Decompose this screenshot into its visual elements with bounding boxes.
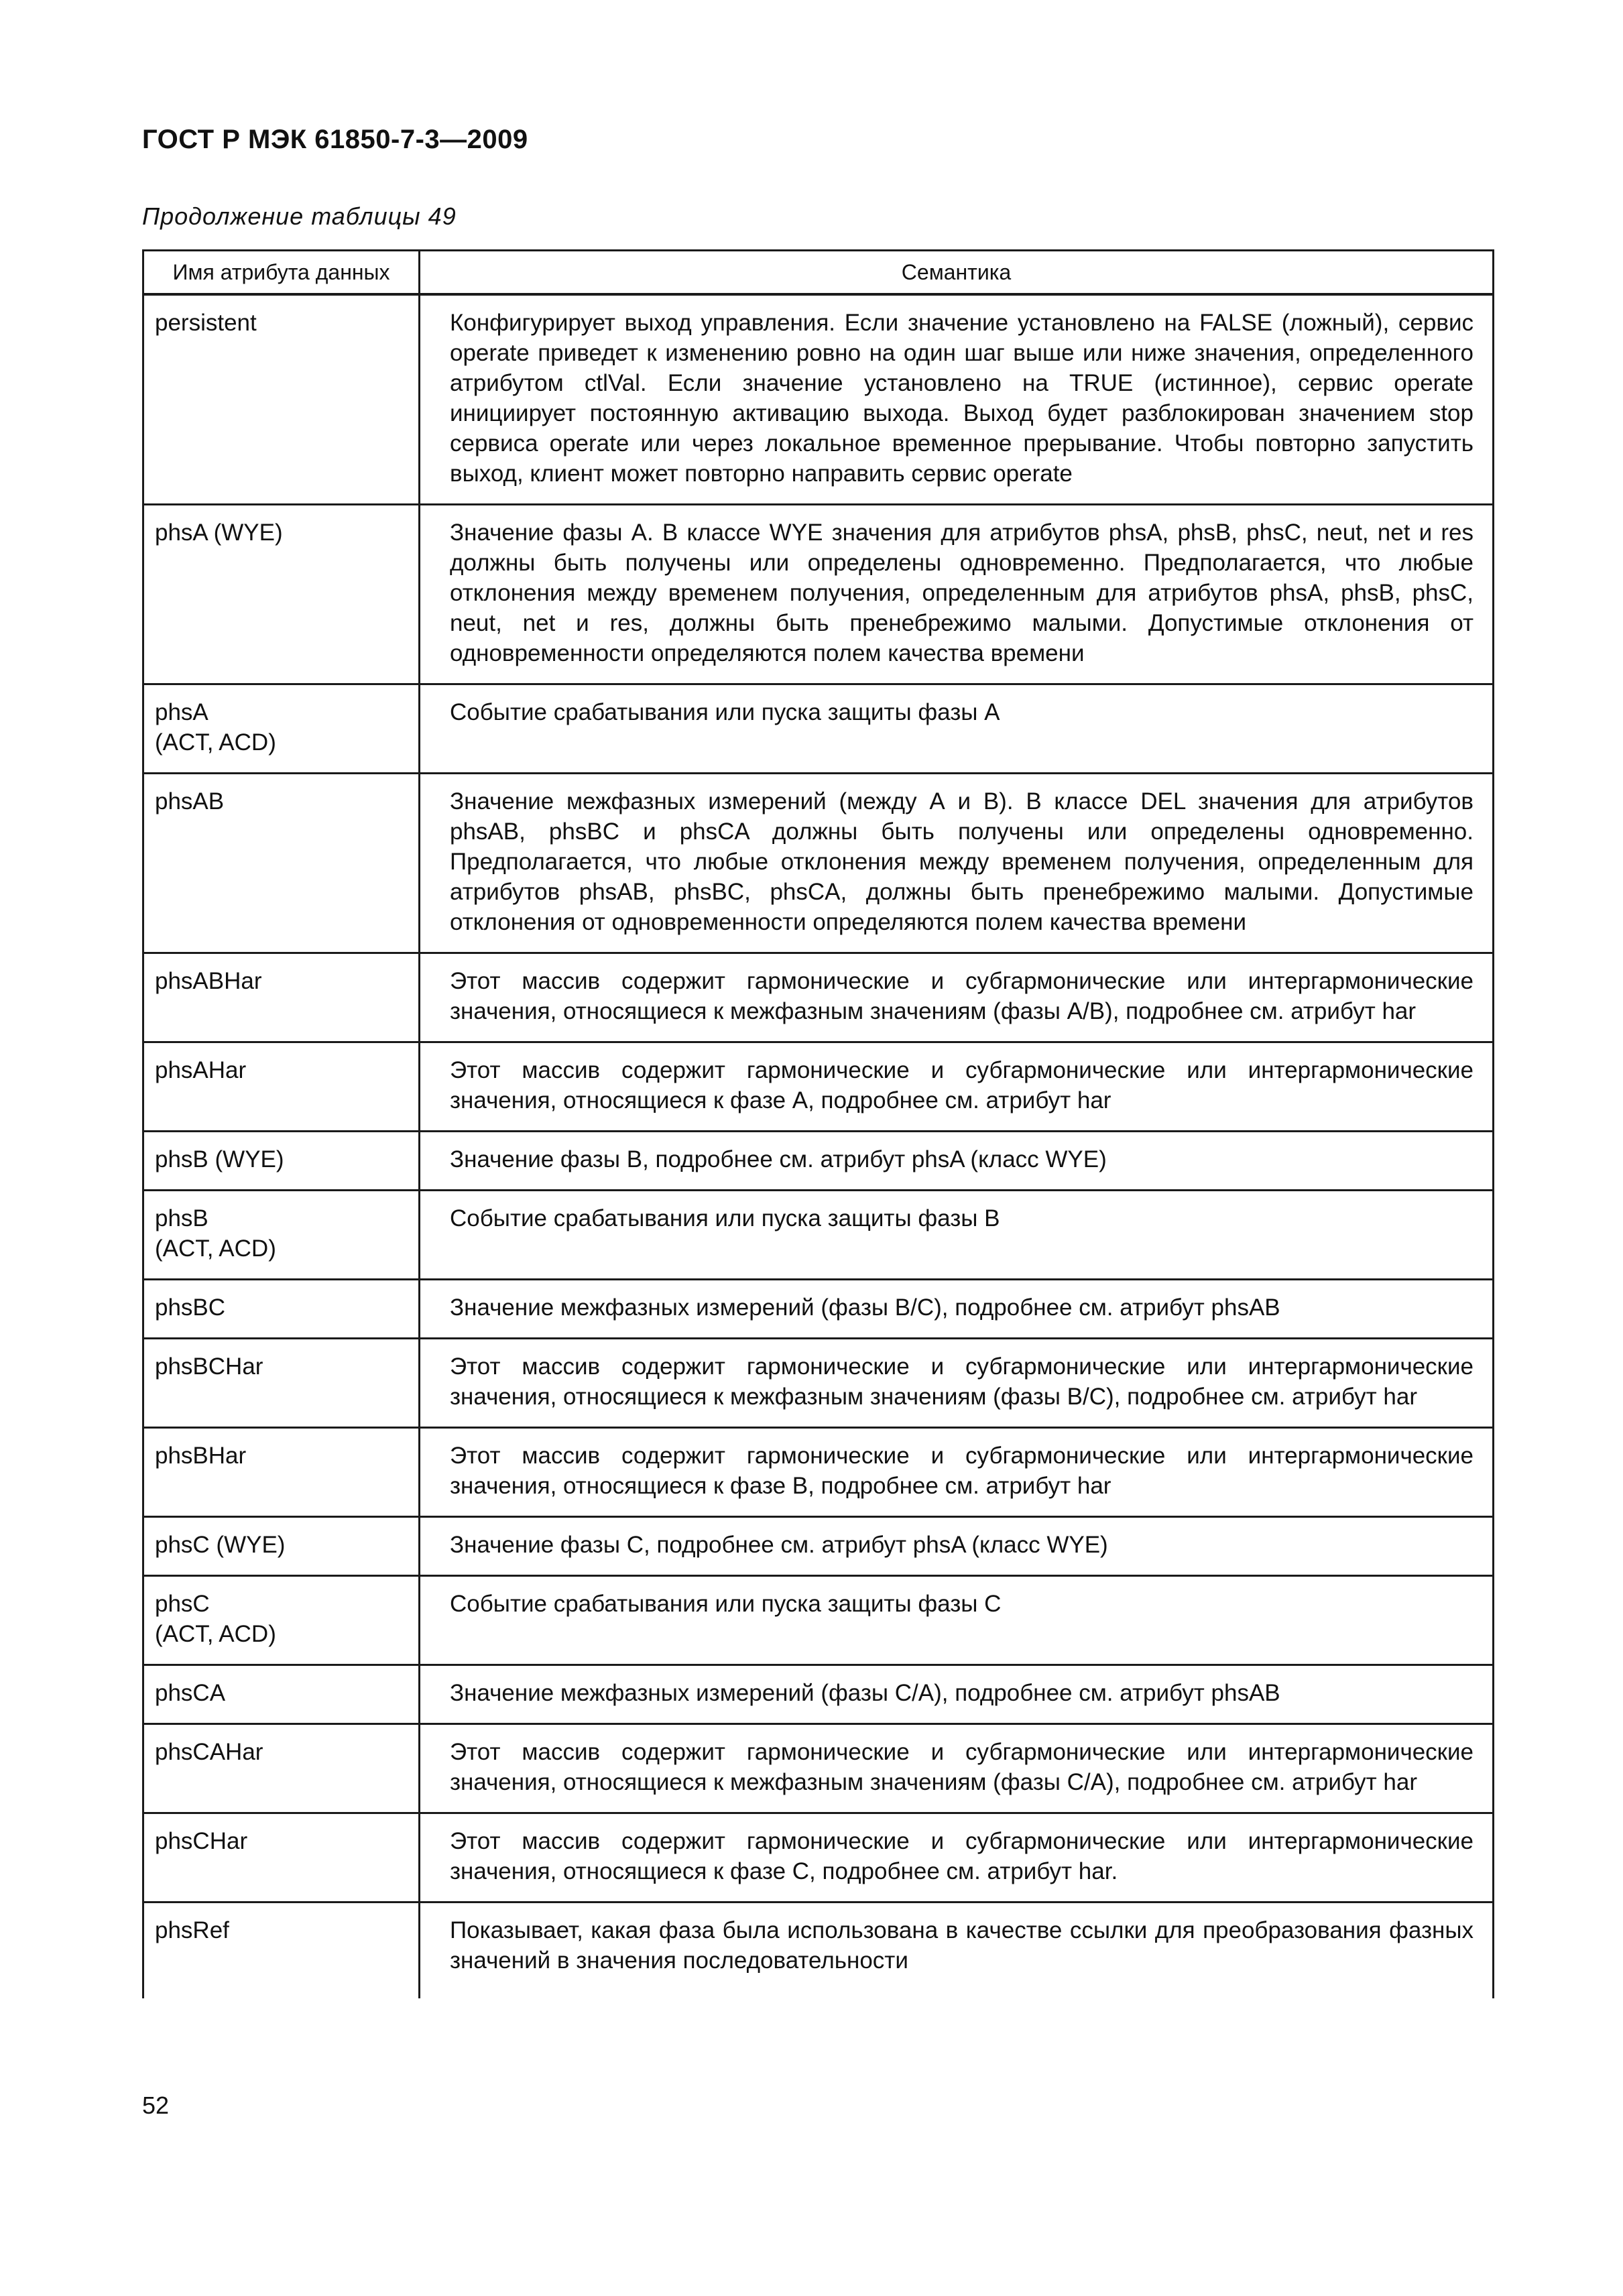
table-row: [143, 505, 1494, 684]
semantics-cell: Значение фазы А. В классе WYE значения для атрибутов phsA, phsB, phsC, neut, net и res должны быть получены или определены одновременно. Предполагается, что любые отклонения между временем получения, определенным для атрибутов phsA, phsB, phsC, neut, net и res, должны быть пренебрежимо малыми. Допустимые отклонения от одновременности определяются полем качества времени: [420, 505, 1494, 684]
column-header-semantics: Семантика: [420, 251, 1494, 295]
semantics-cell: Значение межфазных измерений (фазы С/А), подробнее см. атрибут phsAB: [420, 1665, 1494, 1724]
table-row: [143, 1724, 1494, 1813]
attribute-name-cell: persistent: [143, 294, 420, 505]
semantics-cell: Значение межфазных измерений (между А и В). В классе DEL значения для атрибутов phsAB, phsBC и phsCA должны быть получены или определены одновременно. Предполагается, что любые отклонения между временем получения, определенным для атрибутов phsAB, phsBC, phsCA, должны быть пренебрежимо малыми. Допустимые отклонения от одновременности определяются полем качества времени: [420, 774, 1494, 953]
attribute-name-cell: phsABHar: [143, 953, 420, 1042]
table-header-row: [143, 251, 1494, 295]
table-row: [143, 774, 1494, 953]
table-row: [143, 1428, 1494, 1517]
attribute-table-container: [142, 249, 1492, 1998]
table-row: [143, 684, 1494, 774]
table-row: [143, 294, 1494, 505]
semantics-cell: Событие срабатывания или пуска защиты фазы В: [420, 1191, 1494, 1280]
semantics-cell: Показывает, какая фаза была использована в качестве ссылки для преобразования фазных значений в значения последовательности: [420, 1902, 1494, 1999]
attribute-name-cell: phsB (ACT, ACD): [143, 1191, 420, 1280]
attribute-name-cell: phsC (ACT, ACD): [143, 1576, 420, 1665]
column-header-name: Имя атрибута данных: [143, 251, 420, 295]
attribute-name-cell: phsBC: [143, 1280, 420, 1339]
attribute-table: [142, 249, 1494, 1998]
table-row: [143, 1902, 1494, 1999]
attribute-name-cell: phsAHar: [143, 1042, 420, 1132]
semantics-cell: Этот массив содержит гармонические и субгармонические или интергармонические значения, относящиеся к межфазным значениям (фазы В/С), подробнее см. атрибут har: [420, 1339, 1494, 1428]
attribute-name-cell: phsCHar: [143, 1813, 420, 1902]
table-caption: Продолжение таблицы 49: [142, 202, 457, 230]
semantics-cell: Конфигурирует выход управления. Если значение установлено на FALSE (ложный), сервис operate приведет к изменению ровно на один шаг выше или ниже значения, определенного атрибутом ctlVal. Если значение установлено на TRUE (истинное), сервис operate инициирует постоянную активацию выхода. Выход будет разблокирован значением stop сервиса operate или через локальное временное прерывание. Чтобы повторно запустить выход, клиент может повторно направить сервис operate: [420, 294, 1494, 505]
page-number: 52: [142, 2092, 170, 2119]
attribute-name-cell: phsA (WYE): [143, 505, 420, 684]
semantics-cell: Значение фазы В, подробнее см. атрибут phsA (класс WYE): [420, 1132, 1494, 1191]
table-row: [143, 1517, 1494, 1576]
semantics-cell: Событие срабатывания или пуска защиты фазы С: [420, 1576, 1494, 1665]
attribute-name-cell: phsC (WYE): [143, 1517, 420, 1576]
table-row: [143, 1576, 1494, 1665]
attribute-name-cell: phsB (WYE): [143, 1132, 420, 1191]
attribute-name-cell: phsA (ACT, ACD): [143, 684, 420, 774]
table-row: [143, 1191, 1494, 1280]
semantics-cell: Событие срабатывания или пуска защиты фазы А: [420, 684, 1494, 774]
semantics-cell: Этот массив содержит гармонические и субгармонические или интергармонические значения, относящиеся к межфазным значениям (фазы С/А), подробнее см. атрибут har: [420, 1724, 1494, 1813]
attribute-name-cell: phsBCHar: [143, 1339, 420, 1428]
table-row: [143, 953, 1494, 1042]
attribute-name-cell: phsBHar: [143, 1428, 420, 1517]
semantics-cell: Этот массив содержит гармонические и субгармонические или интергармонические значения, относящиеся к фазе С, подробнее см. атрибут har.: [420, 1813, 1494, 1902]
semantics-cell: Этот массив содержит гармонические и субгармонические или интергармонические значения, относящиеся к фазе А, подробнее см. атрибут har: [420, 1042, 1494, 1132]
semantics-cell: Значение межфазных измерений (фазы В/С), подробнее см. атрибут phsAB: [420, 1280, 1494, 1339]
attribute-name-cell: phsCA: [143, 1665, 420, 1724]
attribute-name-cell: phsCAHar: [143, 1724, 420, 1813]
semantics-cell: Этот массив содержит гармонические и субгармонические или интергармонические значения, относящиеся к межфазным значениям (фазы А/В), подробнее см. атрибут har: [420, 953, 1494, 1042]
document-id: ГОСТ Р МЭК 61850-7-3—2009: [142, 125, 528, 154]
table-row: [143, 1132, 1494, 1191]
table-row: [143, 1280, 1494, 1339]
table-row: [143, 1042, 1494, 1132]
table-row: [143, 1813, 1494, 1902]
semantics-cell: Этот массив содержит гармонические и субгармонические или интергармонические значения, относящиеся к фазе В, подробнее см. атрибут har: [420, 1428, 1494, 1517]
semantics-cell: Значение фазы С, подробнее см. атрибут phsA (класс WYE): [420, 1517, 1494, 1576]
table-row: [143, 1339, 1494, 1428]
attribute-name-cell: phsRef: [143, 1902, 420, 1999]
attribute-name-cell: phsAB: [143, 774, 420, 953]
table-row: [143, 1665, 1494, 1724]
